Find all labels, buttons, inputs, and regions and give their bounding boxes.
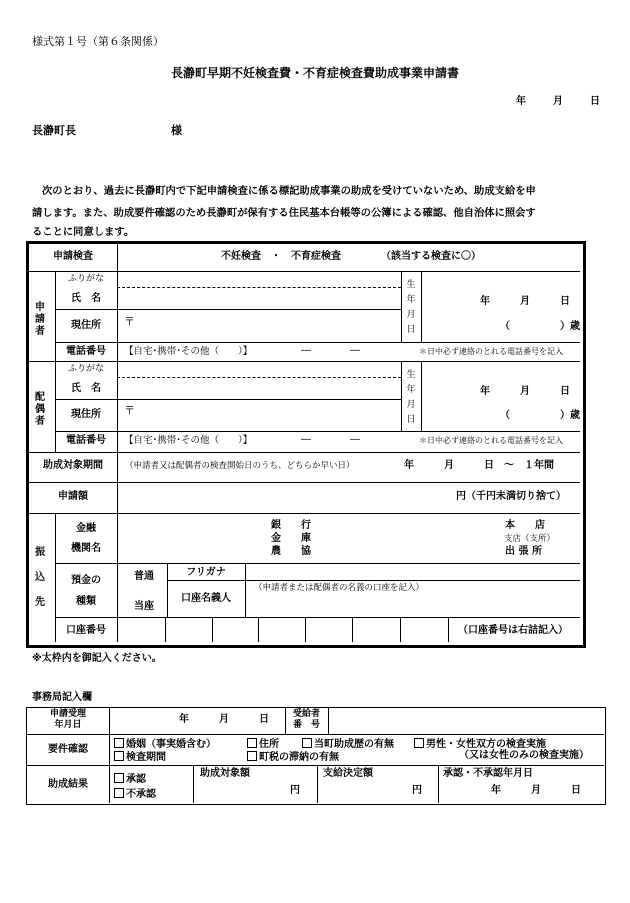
applicant-age[interactable]: （ ）歳 — [500, 321, 580, 332]
check-address[interactable]: 住所 — [247, 738, 279, 750]
payment-amount-input[interactable] — [323, 783, 407, 799]
check-marriage[interactable]: 婚姻（事実婚含む） — [114, 738, 216, 750]
spouse-birth-date[interactable]: 年 月 日 — [480, 386, 570, 397]
branch-type-main[interactable]: 本 店 — [505, 520, 545, 531]
account-digit-1[interactable] — [120, 619, 163, 640]
recipient-number-input[interactable] — [332, 710, 600, 732]
period-value[interactable]: 年 月 日 ～ １年間 — [404, 460, 554, 471]
body-line-1: 次のとおり、過去に長瀞町内で下記申請検査に係る標記助成事業の助成を受けていないため、助成支給を申 — [42, 185, 536, 197]
result-rejected[interactable]: 不承認 — [114, 788, 156, 800]
check-exam-period[interactable]: 検査期間 — [114, 751, 166, 763]
check-label: 要件確認 — [48, 744, 88, 755]
exam-note: （該当する検査に〇） — [381, 251, 481, 262]
spouse-furigana-label: ふりがな — [67, 364, 104, 374]
approval-date[interactable]: 年 月 日 — [491, 785, 581, 796]
deposit-type-ordinary[interactable]: 普通 — [134, 571, 154, 582]
amount-unit-note: 円（千円未満切り捨て） — [456, 491, 566, 502]
applicant-name-input[interactable] — [120, 290, 396, 307]
checkbox-icon — [114, 773, 124, 783]
holder-name-input[interactable] — [249, 596, 575, 614]
account-digit-3[interactable] — [215, 619, 256, 640]
addressee: 長瀞町長 — [32, 124, 76, 137]
bank-label-2: 機関名 — [71, 543, 101, 554]
checkbox-icon — [247, 738, 257, 748]
bank-type-credit[interactable]: 金 庫 — [271, 533, 311, 544]
spouse-address-label: 現住所 — [71, 409, 101, 420]
payment-label: 支給決定額 — [323, 768, 373, 779]
applicant-phone-dash-2: ― — [350, 345, 360, 356]
footnote: ※太枠内を御記入ください。 — [32, 653, 162, 664]
branch-name-input[interactable] — [340, 518, 490, 558]
deposit-label-2: 種類 — [76, 596, 96, 607]
account-digit-5[interactable] — [308, 619, 350, 640]
applicant-furigana-label: ふりがな — [67, 274, 104, 284]
payment-yen: 円 — [412, 785, 422, 796]
approval-date-label: 承認・不承認年月日 — [443, 768, 533, 779]
body-line-2: 請します。また、助成要件確認のため長瀞町が保有する住民基本台帳等の公簿による確認、他自治体に照会す — [32, 207, 536, 219]
holder-note: （申請者または配偶者の名義の口座を記入） — [254, 583, 425, 593]
applicant-phone-label: 電話番号 — [66, 346, 106, 357]
check-history[interactable]: 当町助成歴の有無 — [302, 738, 394, 750]
checkbox-icon — [114, 788, 124, 798]
spouse-address-input[interactable] — [138, 403, 396, 429]
bank-type-agri[interactable]: 農 協 — [271, 546, 311, 557]
checkbox-icon — [114, 738, 124, 748]
date-month-label: 月 — [553, 96, 563, 107]
date-year-label: 年 — [516, 96, 526, 107]
applicant-phone-type[interactable]: 【自宅･携帯･その他（ ）】 — [124, 346, 253, 357]
amount-input[interactable] — [122, 487, 452, 507]
applicant-birth-date[interactable]: 年 月 日 — [480, 296, 570, 307]
deposit-label-1: 預金の — [71, 575, 101, 586]
exam-label: 申請検査 — [53, 251, 93, 262]
applicant-address-input[interactable] — [138, 313, 396, 339]
target-amount-input[interactable] — [200, 783, 282, 799]
spouse-phone-dash-2: ― — [350, 434, 360, 445]
receipt-label-1: 申請受理 — [49, 709, 86, 719]
bank-label-1: 金融 — [76, 523, 96, 534]
account-digit-6[interactable] — [355, 619, 398, 640]
spouse-name-label: 氏 名 — [71, 383, 101, 394]
branch-type-branch[interactable]: 支店（支所） — [504, 534, 556, 544]
recipient-label-2: 番 号 — [292, 720, 320, 730]
spouse-postal-mark: 〒 — [124, 404, 135, 417]
check-female-only-note: （又は女性のみの検査実施） — [459, 750, 589, 761]
applicant-phone-note: ＊日中必ず連絡のとれる電話番号を記入 — [419, 347, 563, 356]
holder-label: 口座名義人 — [181, 593, 231, 604]
spouse-phone-dash-1: ― — [301, 434, 311, 445]
check-tax-arrears[interactable]: 町税の滞納の有無 — [247, 751, 339, 763]
recipient-label-1: 受給者 — [292, 709, 320, 719]
honorific: 様 — [171, 124, 182, 137]
spouse-phone-label: 電話番号 — [66, 435, 106, 446]
applicant-furigana-input[interactable] — [120, 273, 396, 286]
checkbox-icon — [247, 751, 257, 761]
applicant-address-label: 現住所 — [71, 320, 101, 331]
bank-name-input[interactable] — [122, 518, 262, 558]
target-amount-yen: 円 — [290, 785, 300, 796]
office-title: 事務局記入欄 — [32, 692, 92, 703]
bank-type-bank[interactable]: 銀 行 — [271, 520, 311, 531]
account-digit-2[interactable] — [168, 619, 210, 640]
spouse-furigana-input[interactable] — [120, 363, 396, 376]
check-both-tested[interactable]: 男性・女性双方の検査実施 — [414, 738, 546, 750]
spouse-age[interactable]: （ ）歳 — [500, 410, 580, 421]
account-note: （口座番号は右詰記入） — [458, 625, 568, 636]
period-note: （申請者又は配偶者の検査開始日のうち、どちらか早い日） — [125, 461, 355, 471]
kana-label: フリガナ — [186, 567, 226, 578]
account-digit-4[interactable] — [261, 619, 303, 640]
result-approved[interactable]: 承認 — [114, 773, 146, 785]
checkbox-icon — [302, 738, 312, 748]
applicant-name-label: 氏 名 — [71, 293, 101, 304]
target-amount-label: 助成対象額 — [200, 768, 250, 779]
applicant-postal-mark: 〒 — [124, 315, 135, 328]
date-day-label: 日 — [590, 96, 600, 107]
holder-kana-input[interactable] — [249, 565, 575, 578]
form-title: 長瀞町早期不妊検査費・不育症検査費助成事業申請書 — [170, 66, 459, 80]
receipt-date[interactable]: 年 月 日 — [179, 714, 269, 725]
period-label: 助成対象期間 — [43, 460, 103, 471]
body-line-3: ることに同意します。 — [32, 226, 135, 238]
amount-label: 申請額 — [58, 491, 88, 502]
checkbox-icon — [114, 751, 124, 761]
account-digit-7[interactable] — [403, 619, 446, 640]
branch-type-office[interactable]: 出 張 所 — [505, 546, 542, 557]
form-number: 様式第１号（第６条関係） — [32, 35, 164, 48]
result-label: 助成結果 — [48, 779, 88, 790]
checkbox-icon — [414, 738, 424, 748]
account-label: 口座番号 — [66, 625, 106, 636]
spouse-name-input[interactable] — [120, 380, 396, 397]
receipt-label-2: 年月日 — [54, 720, 82, 730]
spouse-phone-note: ＊日中必ず連絡のとれる電話番号を記入 — [419, 436, 563, 445]
applicant-phone-dash-1: ― — [301, 345, 311, 356]
spouse-phone-type[interactable]: 【自宅･携帯･その他（ ）】 — [124, 435, 253, 446]
exam-options[interactable]: 不妊検査 ・ 不育症検査 — [221, 251, 341, 262]
deposit-type-current[interactable]: 当座 — [134, 601, 154, 612]
